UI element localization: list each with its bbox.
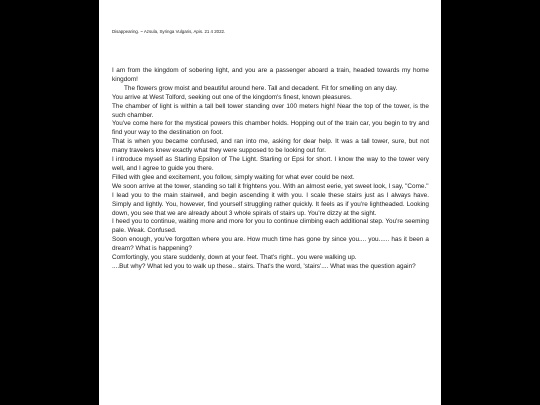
paragraph: That is when you became confused, and ran into me, asking for dear help. It was a tall tower, sure, but not many travelers knew exactly what they were supposed to be looking out for. bbox=[112, 138, 429, 155]
paragraph: I am from the kingdom of sobering light, and you are a passenger aboard a train, headed towards my home kingdom! bbox=[112, 67, 429, 83]
paragraph: Filled with glee and excitement, you follow, simply waiting for what ever could be next. bbox=[112, 173, 355, 181]
paragraph: Comfortingly, you stare suddenly, down at your feet. That's right.. you were walking up. bbox=[112, 254, 357, 262]
document-page bbox=[99, 0, 441, 405]
paragraph: Soon enough, you've forgotten where you are. How much time has gone by since you.... you...... has it been a dream? What is happening? bbox=[112, 236, 429, 253]
paragraph: ....But why? What led you to walk up these.. stairs. That's the word, 'stairs'.... What was the question again? bbox=[112, 262, 416, 270]
paragraph: You've come here for the mystical powers this chamber holds. Hopping out of the train car, you begin to try and find your way to the destination on foot. bbox=[112, 120, 429, 137]
paragraph: I lead you to the main stairwell, and begin ascending it with you. I scale these stairs just as I always have. Simply and lightly. You, however, find yourself struggling rather quickly. It feels as if you're lightheaded. Looking down, you see that we are already about 3 whole spirals of stairs up. You're dizzy at the sight. bbox=[112, 191, 429, 217]
paragraph: The chamber of light is within a tall bell tower standing over 100 meters high! Near the top of the tower, is the such chamber. bbox=[112, 102, 429, 119]
paragraph: We soon arrive at the tower, standing so tall it frightens you. With an almost eerie, yet sweet look, I say, "Come." bbox=[112, 182, 429, 190]
paragraph: I heed you to continue, waiting more and more for you to continue climbing each additional step. You're seeming pale. Weak. Confused. bbox=[112, 218, 429, 235]
document-body bbox=[112, 67, 429, 272]
paragraph: You arrive at West Tolford, seeking out one of the kingdom's finest, known pleasures. bbox=[112, 93, 352, 101]
document-header: Disappearing. ~ Azsula, Syringa Vulgaris, Apis. 21 4 2022. bbox=[112, 29, 226, 34]
paragraph: The flowers grow moist and beautiful around here. Tall and decadent. Fit for smelling on any day. bbox=[124, 84, 398, 92]
paragraph: I introduce myself as Starling Epsilon of The Light. Starling or Epsi for short. I know the way to the tower very well, and I agree to guide you there. bbox=[112, 156, 429, 172]
